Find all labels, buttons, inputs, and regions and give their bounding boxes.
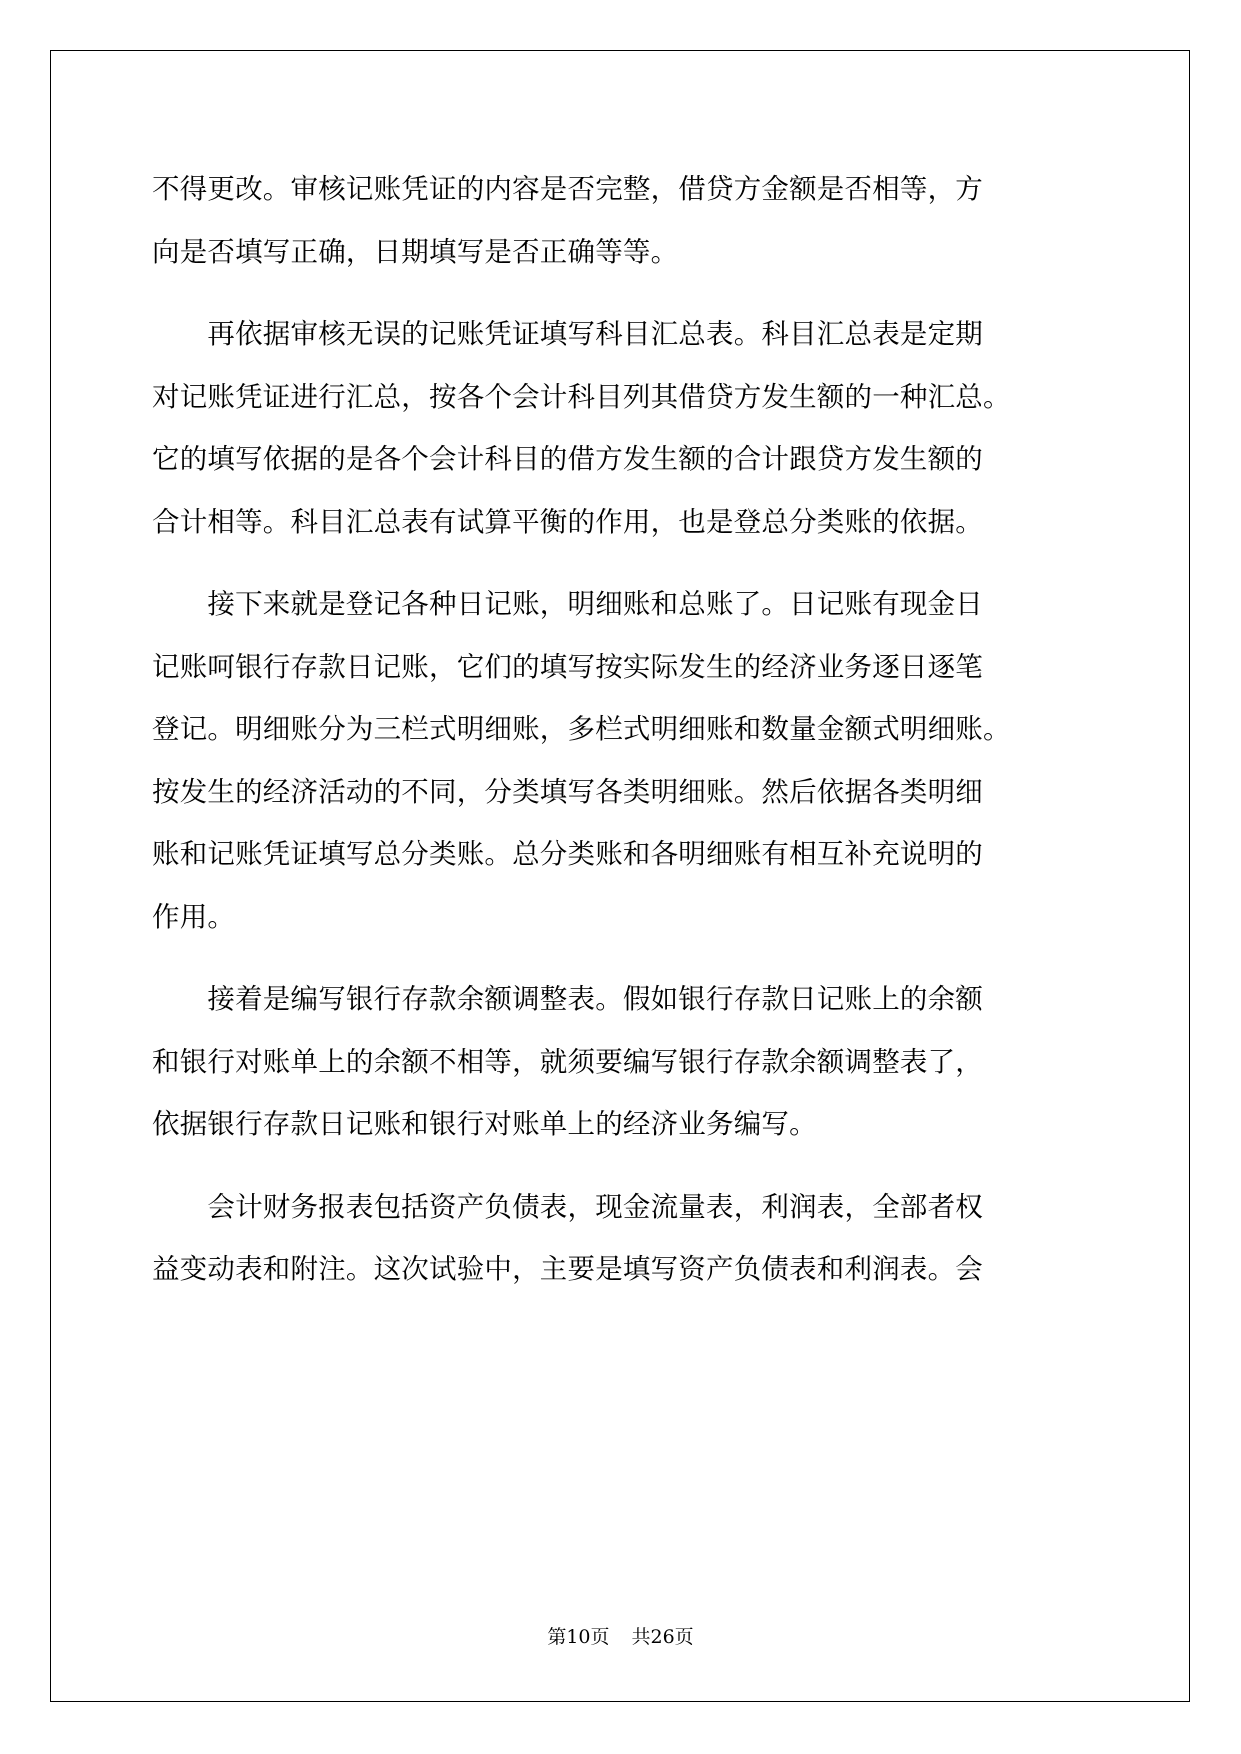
page-total: 共26页 (631, 1626, 694, 1648)
text-line: 按发生的经济活动的不同，分类填写各类明细账。然后依据各类明细 (152, 775, 983, 808)
text-line: 和银行对账单上的余额不相等，就须要编写银行存款余额调整表了， (152, 1045, 983, 1078)
text-line: 记账呵银行存款日记账，它们的填写按实际发生的经济业务逐日逐笔 (152, 650, 983, 683)
paragraph (152, 573, 1092, 948)
paragraph (152, 968, 1092, 1156)
text-line: 再依据审核无误的记账凭证填写科目汇总表。科目汇总表是定期 (152, 318, 983, 350)
text-line: 账和记账凭证填写总分类账。总分类账和各明细账有相互补充说明的 (152, 838, 983, 870)
text-line: 不得更改。审核记账凭证的内容是否完整，借贷方金额是否相等，方 (152, 173, 983, 205)
text-line: 会计财务报表包括资产负债表，现金流量表，利润表，全部者权 (152, 1190, 983, 1223)
text-line: 它的填写依据的是各个会计科目的借方发生额的合计跟贷方发生额的 (152, 443, 983, 475)
paragraph (152, 303, 1092, 553)
text-line: 合计相等。科目汇总表有试算平衡的作用，也是登总分类账的依据。 (152, 505, 983, 538)
text-line: 对记账凭证进行汇总，按各个会计科目列其借贷方发生额的一种汇总。 (152, 380, 1011, 413)
text-line: 接下来就是登记各种日记账，明细账和总账了。日记账有现金日 (152, 588, 983, 620)
text-line: 益变动表和附注。这次试验中，主要是填写资产负债表和利润表。会 (152, 1253, 983, 1285)
paragraph (152, 158, 1092, 283)
text-line: 接着是编写银行存款余额调整表。假如银行存款日记账上的余额 (152, 983, 983, 1015)
page-footer (0, 1622, 1241, 1649)
paragraph (152, 1176, 1092, 1301)
page-number: 第10页 (547, 1626, 610, 1648)
text-line: 依据银行存款日记账和银行对账单上的经济业务编写。 (152, 1108, 817, 1140)
text-line: 向是否填写正确，日期填写是否正确等等。 (152, 235, 679, 268)
document-body (152, 158, 1092, 1301)
text-line: 登记。明细账分为三栏式明细账，多栏式明细账和数量金额式明细账。 (152, 713, 1011, 745)
text-line: 作用。 (152, 900, 236, 933)
